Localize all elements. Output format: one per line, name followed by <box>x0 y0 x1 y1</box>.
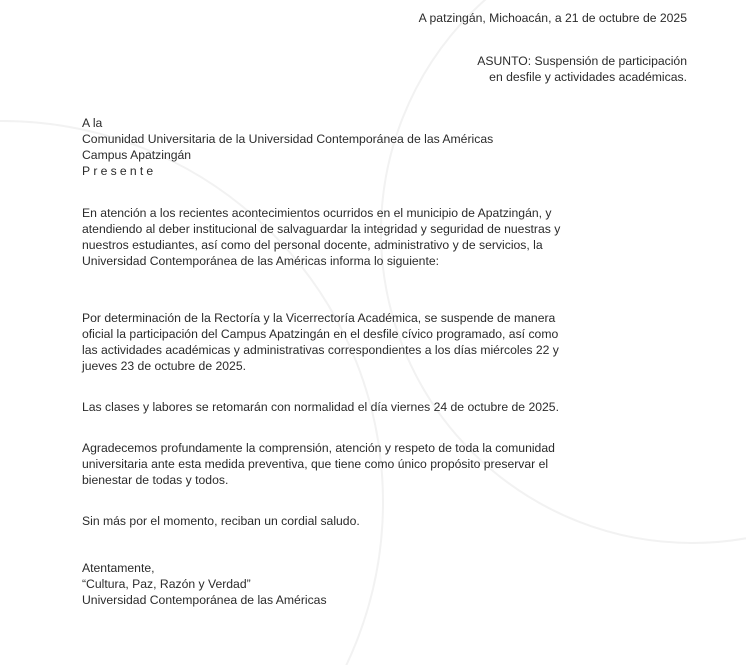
paragraph-1-line: nuestros estudiantes, así como del personal docente, administrativo y de servicios, la <box>82 238 543 252</box>
paragraph-4-line: universitaria ante esta medida preventiva, que tiene como único propósito preservar el <box>82 457 549 471</box>
paragraph-1-line: atendiendo al deber institucional de salvaguardar la integridad y seguridad de nuestras y <box>82 222 561 236</box>
recipient-line-3: Campus Apatzingán <box>82 148 192 162</box>
closing-line-2: “Cultura, Paz, Razón y Verdad” <box>82 577 251 591</box>
closing-line-1: Atentamente, <box>82 561 155 575</box>
paragraph-4-line: bienestar de todas y todos. <box>82 473 229 487</box>
recipient-line-2: Comunidad Universitaria de la Universidad Contemporánea de las Américas <box>82 132 494 146</box>
paragraph-2-line: Por determinación de la Rectoría y la Vicerrectoría Académica, se suspende de manera <box>82 311 556 325</box>
place-date: A patzingán, Michoacán, a 21 de octubre de 2025 <box>418 11 687 25</box>
recipient-line-1: A la <box>82 116 103 130</box>
paragraph-4-line: Agradecemos profundamente la comprensión, atención y respeto de toda la comunidad <box>82 441 555 455</box>
paragraph-2-line: jueves 23 de octubre de 2025. <box>82 359 246 373</box>
paragraph-1-line: En atención a los recientes acontecimientos ocurridos en el municipio de Apatzingán, y <box>82 206 552 220</box>
closing-line-3: Universidad Contemporánea de las Américas <box>82 593 327 607</box>
paragraph-2-line: las actividades académicas y administrativas correspondientes a los días miércoles 22 y <box>82 343 559 357</box>
paragraph-5-line: Sin más por el momento, reciban un cordial saludo. <box>82 514 360 528</box>
subject-line-2: en desfile y actividades académicas. <box>489 70 687 84</box>
paragraph-3-line: Las clases y labores se retomarán con normalidad el día viernes 24 de octubre de 2025. <box>82 400 559 414</box>
paragraph-2-line: oficial la participación del Campus Apatzingán en el desfile cívico programado, así como <box>82 327 559 341</box>
paragraph-1-line: Universidad Contemporánea de las Américas informa lo siguiente: <box>82 254 440 268</box>
subject-line-1: ASUNTO: Suspensión de participación <box>477 54 687 68</box>
recipient-line-4: Presente <box>82 164 157 178</box>
